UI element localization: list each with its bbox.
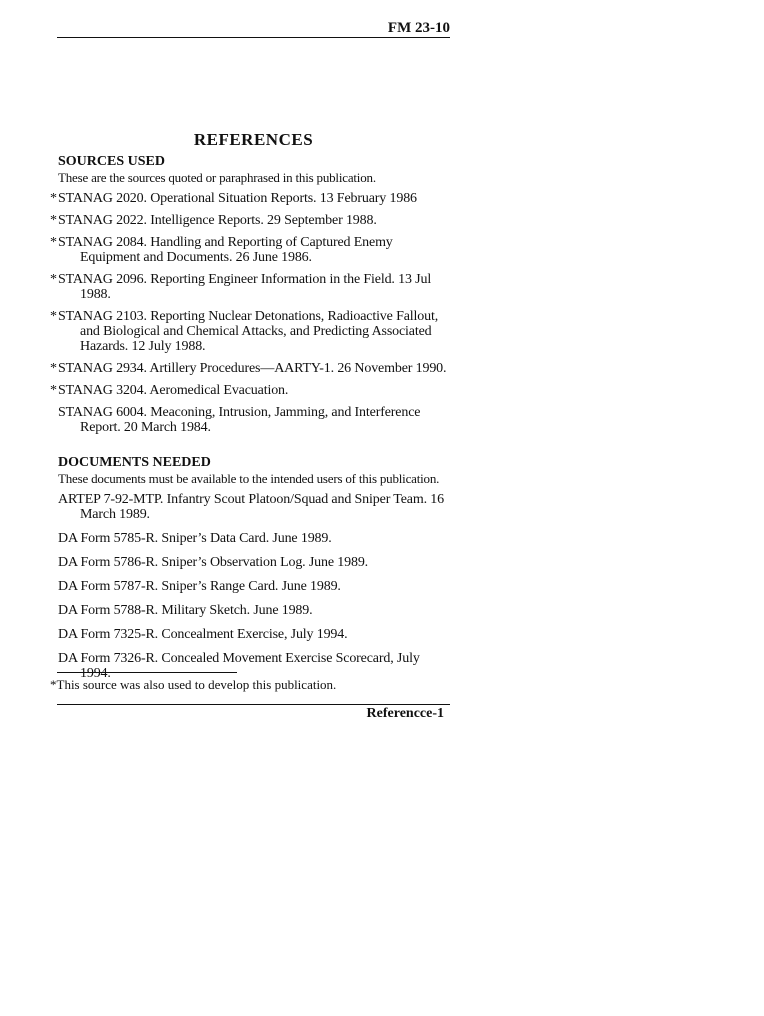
sources-description: These are the sources quoted or paraphrased in this publication. — [58, 170, 376, 185]
document-item: DA Form 7326-R. Concealed Movement Exercise Scorecard, July 1994. — [58, 651, 420, 681]
document-item: ARTEP 7-92-MTP. Infantry Scout Platoon/Squad and Sniper Team. 16 March 1989. — [58, 492, 444, 522]
page-title: REFERENCES — [193, 130, 314, 149]
header-rule — [57, 37, 450, 38]
sources-heading: SOURCES USED — [58, 154, 165, 169]
document-item: DA Form 7325-R. Concealment Exercise, July 1994. — [58, 627, 348, 642]
document-item: DA Form 5787-R. Sniper’s Range Card. June 1989. — [58, 579, 341, 594]
reference-item: *STANAG 2096. Reporting Engineer Information in the Field. 13 Jul 1988. — [50, 272, 432, 302]
reference-item: STANAG 6004. Meaconing, Intrusion, Jamming, and Interference Report. 20 March 1984. — [58, 405, 421, 435]
reference-item: *STANAG 2084. Handling and Reporting of Captured Enemy Equipment and Documents. 26 June 1986. — [50, 235, 393, 265]
footnote-rule — [57, 672, 237, 673]
reference-item: *STANAG 2020. Operational Situation Reports. 13 February 1986 — [50, 191, 417, 206]
reference-item: *STANAG 2103. Reporting Nuclear Detonations, Radioactive Fallout, and Biological and Chemical Attacks, and Predicting Associated Hazards. 12 July 1988. — [50, 309, 439, 354]
manual-code: FM 23-10 — [387, 20, 450, 36]
document-item: DA Form 5786-R. Sniper’s Observation Log. June 1989. — [58, 555, 369, 570]
reference-item: *STANAG 3204. Aeromedical Evacuation. — [50, 383, 289, 398]
document-item: DA Form 5785-R. Sniper’s Data Card. June 1989. — [58, 531, 332, 546]
reference-item: *STANAG 2022. Intelligence Reports. 29 September 1988. — [50, 213, 377, 228]
documents-needed-section — [50, 455, 450, 690]
documents-description: These documents must be available to the intended users of this publication. — [58, 471, 440, 486]
document-item: DA Form 5788-R. Military Sketch. June 1989. — [58, 603, 313, 618]
documents-heading: DOCUMENTS NEEDED — [58, 455, 211, 470]
footer-rule — [57, 704, 450, 705]
page-number: Referencce-1 — [366, 706, 444, 721]
reference-item: *STANAG 2934. Artillery Procedures—AARTY-1. 26 November 1990. — [50, 361, 447, 376]
footnote: *This source was also used to develop this publication. — [50, 677, 337, 692]
sources-list — [50, 191, 450, 435]
sources-used-section — [50, 154, 450, 442]
documents-list — [50, 492, 450, 681]
